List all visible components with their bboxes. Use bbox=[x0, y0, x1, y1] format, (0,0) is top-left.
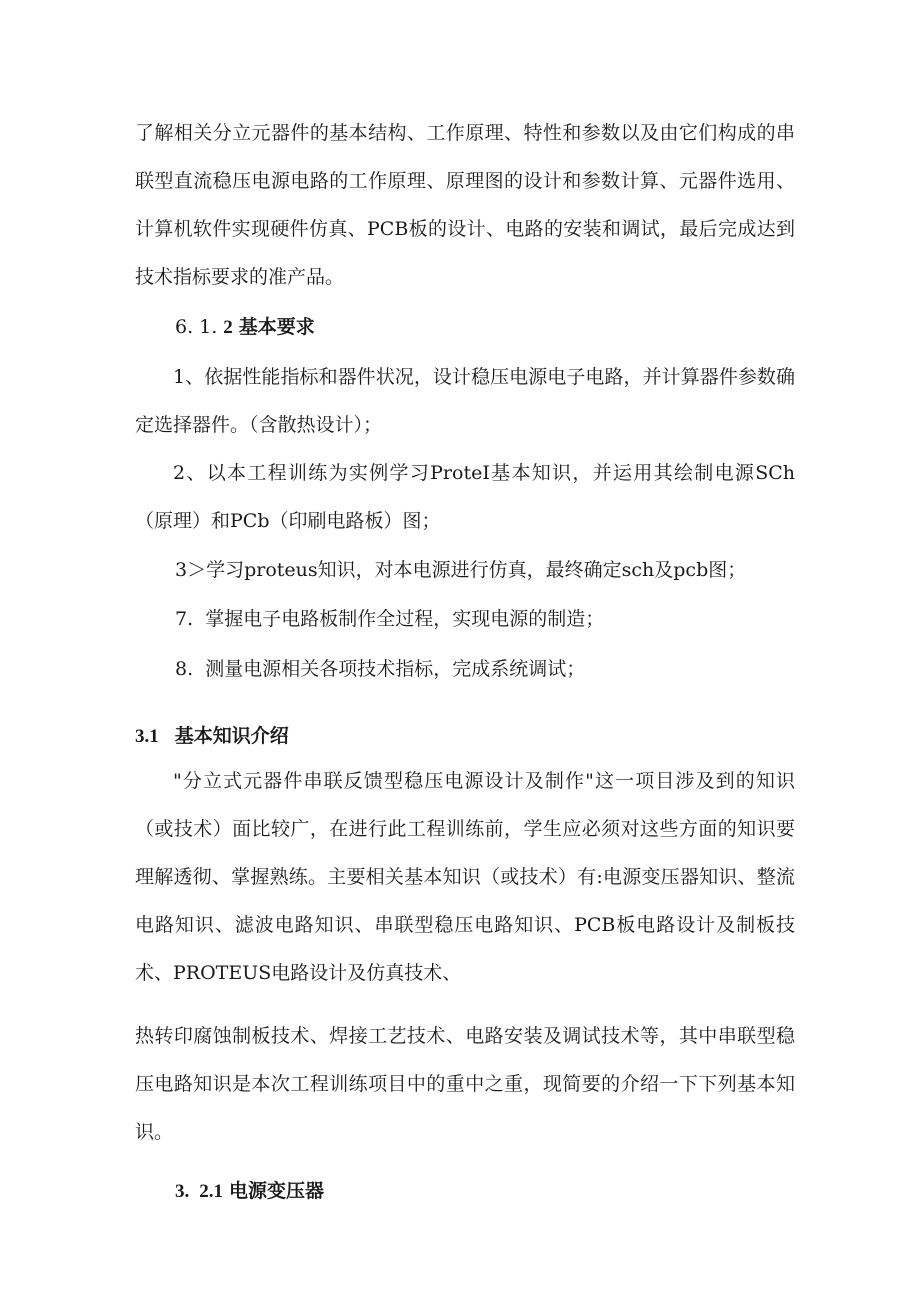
requirement-item: 8. 测量电源相关各项技术指标，完成系统调试； bbox=[175, 658, 586, 680]
section-number: 3.1 bbox=[135, 726, 159, 747]
continued-paragraph: 热转印腐蚀制板技术、焊接工艺技术、电路安装及调试技术等，其中串联型稳压电路知识是本次工程训练项目中的重中之重，现简要的介绍一下下列基本知识。 bbox=[135, 1025, 795, 1143]
section-title: 电源变压器 bbox=[229, 1180, 325, 1202]
section-title: 基本要求 bbox=[238, 316, 315, 338]
section-number: 3. bbox=[175, 1181, 190, 1202]
section-number-bold: 2 bbox=[223, 317, 233, 338]
section-number-bold: 2.1 bbox=[199, 1181, 223, 1202]
requirement-item: 3＞学习proteus知识，对本电源进行仿真，最终确定sch及pcb图； bbox=[175, 559, 747, 581]
section-heading-3-1 bbox=[135, 716, 289, 757]
requirement-item: 7. 掌握电子电路板制作全过程，实现电源的制造； bbox=[175, 608, 605, 630]
knowledge-paragraph: "分立式元器件串联反馈型稳压电源设计及制作"这一项目涉及到的知识（或技术）面比较广，在进行此工程训练前，学生应必须对这些方面的知识要理解透彻、掌握熟练。主要相关基本知识（或技术）有:电源变压器知识、整流电路知识、滤波电路知识、串联型稳压电路知识、PCB板电路设计及制板技术、PROTEUS电路设计及仿真技术、 bbox=[135, 770, 795, 984]
section-heading-6-1-2 bbox=[175, 307, 315, 348]
intro-paragraph: 了解相关分立元器件的基本结构、工作原理、特性和参数以及由它们构成的串联型直流稳压电源电路的工作原理、原理图的设计和参数计算、元器件选用、计算机软件实现硬件仿真、PCB板的设计、电路的安装和调试，最后完成达到技术指标要求的准产品。 bbox=[135, 122, 795, 288]
requirement-item: 2、以本工程训练为实例学习ProteI基本知识，并运用其绘制电源SCh（原理）和PCb（印刷电路板）图； bbox=[135, 462, 795, 532]
section-heading-3-2-1 bbox=[175, 1171, 324, 1212]
section-number: 6. 1. bbox=[175, 316, 218, 338]
section-title: 基本知识介绍 bbox=[174, 725, 289, 747]
requirement-item: 1、依据性能指标和器件状况，设计稳压电源电子电路，并计算器件参数确定选择器件。（含散热设计）； bbox=[135, 366, 795, 436]
